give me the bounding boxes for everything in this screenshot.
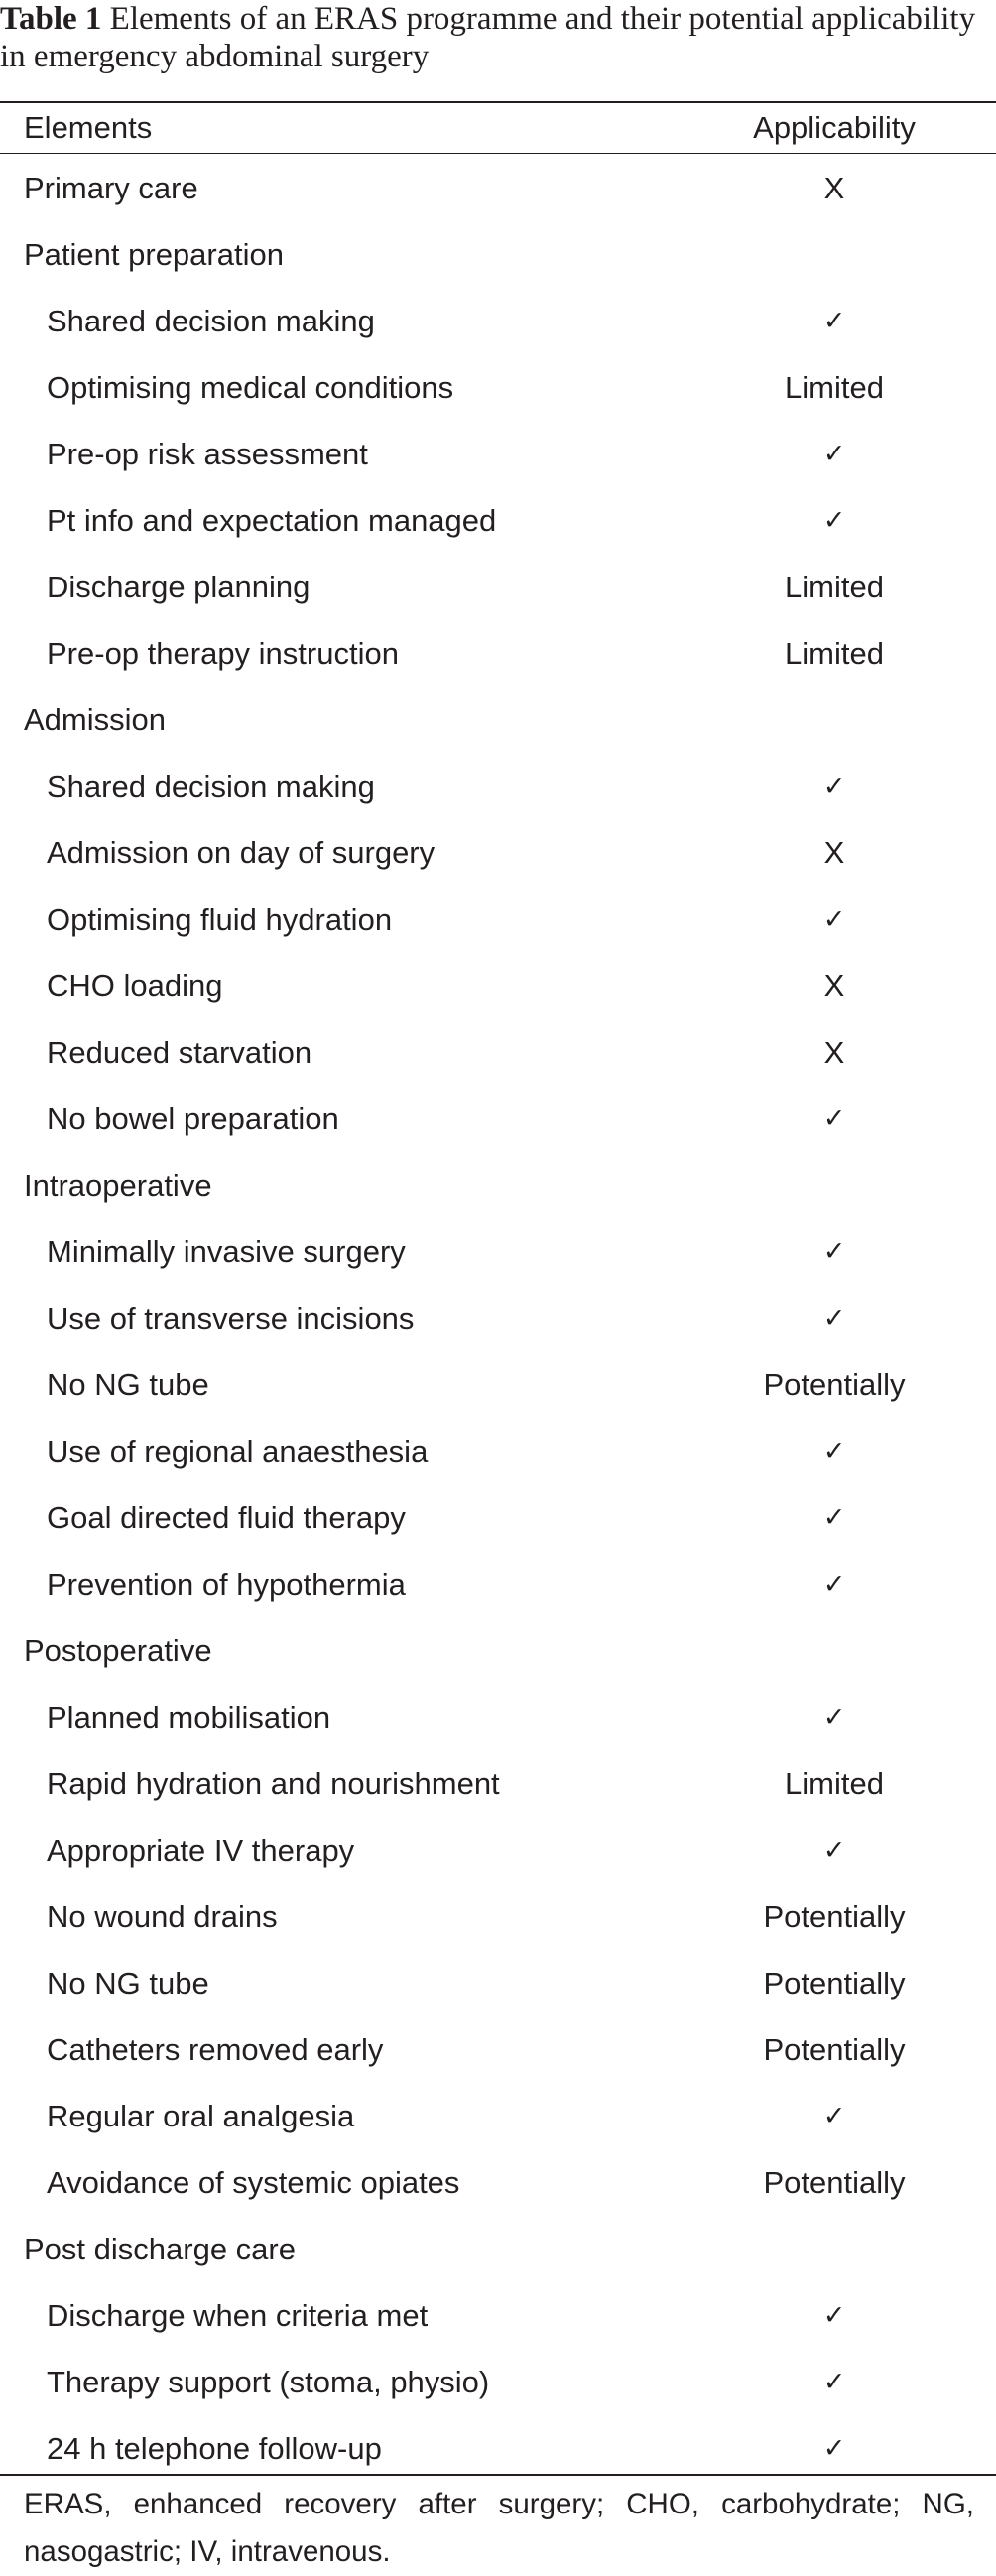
table-row [0,1352,996,1418]
element-cell: Appropriate IV therapy [47,1833,355,1868]
element-cell: Discharge planning [47,570,311,604]
element-cell: Post discharge care [24,2232,296,2266]
applicability-cell: Potentially [763,1966,906,2000]
table-row [0,1019,996,1086]
applicability-cell: X [823,1035,845,1070]
table-row [0,554,996,620]
table-row [0,1684,996,1750]
table-section-row [0,687,996,753]
table-section-row [0,2216,996,2282]
element-cell: Rapid hydration and nourishment [47,1766,500,1801]
element-cell: Avoidance of systemic opiates [47,2165,460,2200]
table-caption-label: Table 1 [0,1,102,37]
table-row [0,1817,996,1883]
element-cell: Use of regional anaesthesia [47,1434,429,1469]
applicability-cell: ✓ [822,1436,846,1467]
applicability-cell: ✓ [822,439,846,469]
table-row [0,953,996,1019]
applicability-cell: ✓ [822,1569,846,1600]
table-row [0,288,996,354]
table-section-row [0,1152,996,1219]
applicability-cell: ✓ [822,2433,846,2464]
element-cell: Discharge when criteria met [47,2298,429,2333]
element-cell: Minimally invasive surgery [47,1234,406,1269]
element-cell: No wound drains [47,1899,278,1934]
table-row [0,1285,996,1352]
element-cell: Admission on day of surgery [47,836,436,870]
table-header-row [0,103,996,153]
applicability-cell: Potentially [763,2032,906,2067]
element-cell: Optimising fluid hydration [47,902,393,937]
table-section-row [0,155,996,221]
table-row [0,1418,996,1484]
table-row [0,1950,996,2016]
element-cell: Pt info and expectation managed [47,503,497,538]
table-row [0,1219,996,1285]
applicability-cell: ✓ [822,1236,846,1267]
table-row [0,1883,996,1950]
element-cell: No bowel preparation [47,1101,339,1136]
table-bottom-rule [0,2474,996,2476]
column-header-elements: Elements [24,110,153,145]
element-cell: 24 h telephone follow-up [47,2431,382,2466]
table-row [0,421,996,487]
element-cell: No NG tube [47,1966,209,2000]
element-cell: Catheters removed early [47,2032,384,2067]
table-row [0,620,996,687]
table-section-row [0,1617,996,1684]
table-caption-text: Elements of an ERAS programme and their potential applicability in emergency abdominal surgery [0,1,976,74]
table-row [0,1086,996,1152]
applicability-cell: Potentially [763,1367,906,1402]
table-header-rule [0,153,996,154]
element-cell: Planned mobilisation [47,1700,331,1735]
applicability-cell: X [823,968,845,1003]
applicability-cell: ✓ [822,1502,846,1533]
element-cell: CHO loading [47,968,223,1003]
table-row [0,2415,996,2482]
element-cell: Postoperative [24,1633,212,1668]
table-row [0,1750,996,1817]
table-row [0,753,996,820]
table-row [0,2349,996,2415]
table-row [0,820,996,886]
applicability-cell: ✓ [822,904,846,935]
element-cell: No NG tube [47,1367,209,1402]
element-cell: Intraoperative [24,1168,212,1203]
applicability-cell: Potentially [763,2165,906,2200]
element-cell: Admission [24,703,166,737]
element-cell: Regular oral analgesia [47,2099,355,2133]
element-cell: Optimising medical conditions [47,370,454,405]
applicability-cell: ✓ [822,306,846,336]
table-row [0,886,996,953]
applicability-cell: Limited [785,570,884,604]
applicability-cell: ✓ [822,1103,846,1134]
element-cell: Primary care [24,171,198,205]
applicability-cell: X [823,836,845,870]
table-row [0,2016,996,2083]
table-row [0,1551,996,1617]
applicability-cell: Limited [785,370,884,405]
table-footnote: ERAS, enhanced recovery after surgery; CHO, carbohydrate; NG, nasogastric; IV, intravenous. [24,2488,974,2568]
table-row [0,2149,996,2216]
applicability-cell: ✓ [822,505,846,536]
applicability-cell: ✓ [822,771,846,802]
table-row [0,1484,996,1551]
element-cell: Reduced starvation [47,1035,312,1070]
element-cell: Goal directed fluid therapy [47,1500,406,1535]
applicability-cell: Potentially [763,1899,906,1934]
table-row [0,2083,996,2149]
table-section-row [0,221,996,288]
element-cell: Shared decision making [47,769,375,804]
applicability-cell: X [823,171,845,205]
applicability-cell: ✓ [822,2300,846,2331]
element-cell: Prevention of hypothermia [47,1567,406,1602]
applicability-cell: ✓ [822,2367,846,2397]
element-cell: Patient preparation [24,237,284,272]
applicability-cell: ✓ [822,1835,846,1866]
element-cell: Use of transverse incisions [47,1301,415,1336]
column-header-applicability: Applicability [753,110,916,145]
applicability-cell: Limited [785,636,884,671]
table-caption [0,0,996,83]
table-row [0,487,996,554]
element-cell: Therapy support (stoma, physio) [47,2365,490,2399]
table-row [0,354,996,421]
table-row [0,2282,996,2349]
applicability-cell: ✓ [822,1702,846,1733]
element-cell: Pre-op therapy instruction [47,636,399,671]
element-cell: Pre-op risk assessment [47,437,368,471]
applicability-cell: ✓ [822,1303,846,1334]
element-cell: Shared decision making [47,304,375,338]
applicability-cell: ✓ [822,2101,846,2131]
applicability-cell: Limited [785,1766,884,1801]
